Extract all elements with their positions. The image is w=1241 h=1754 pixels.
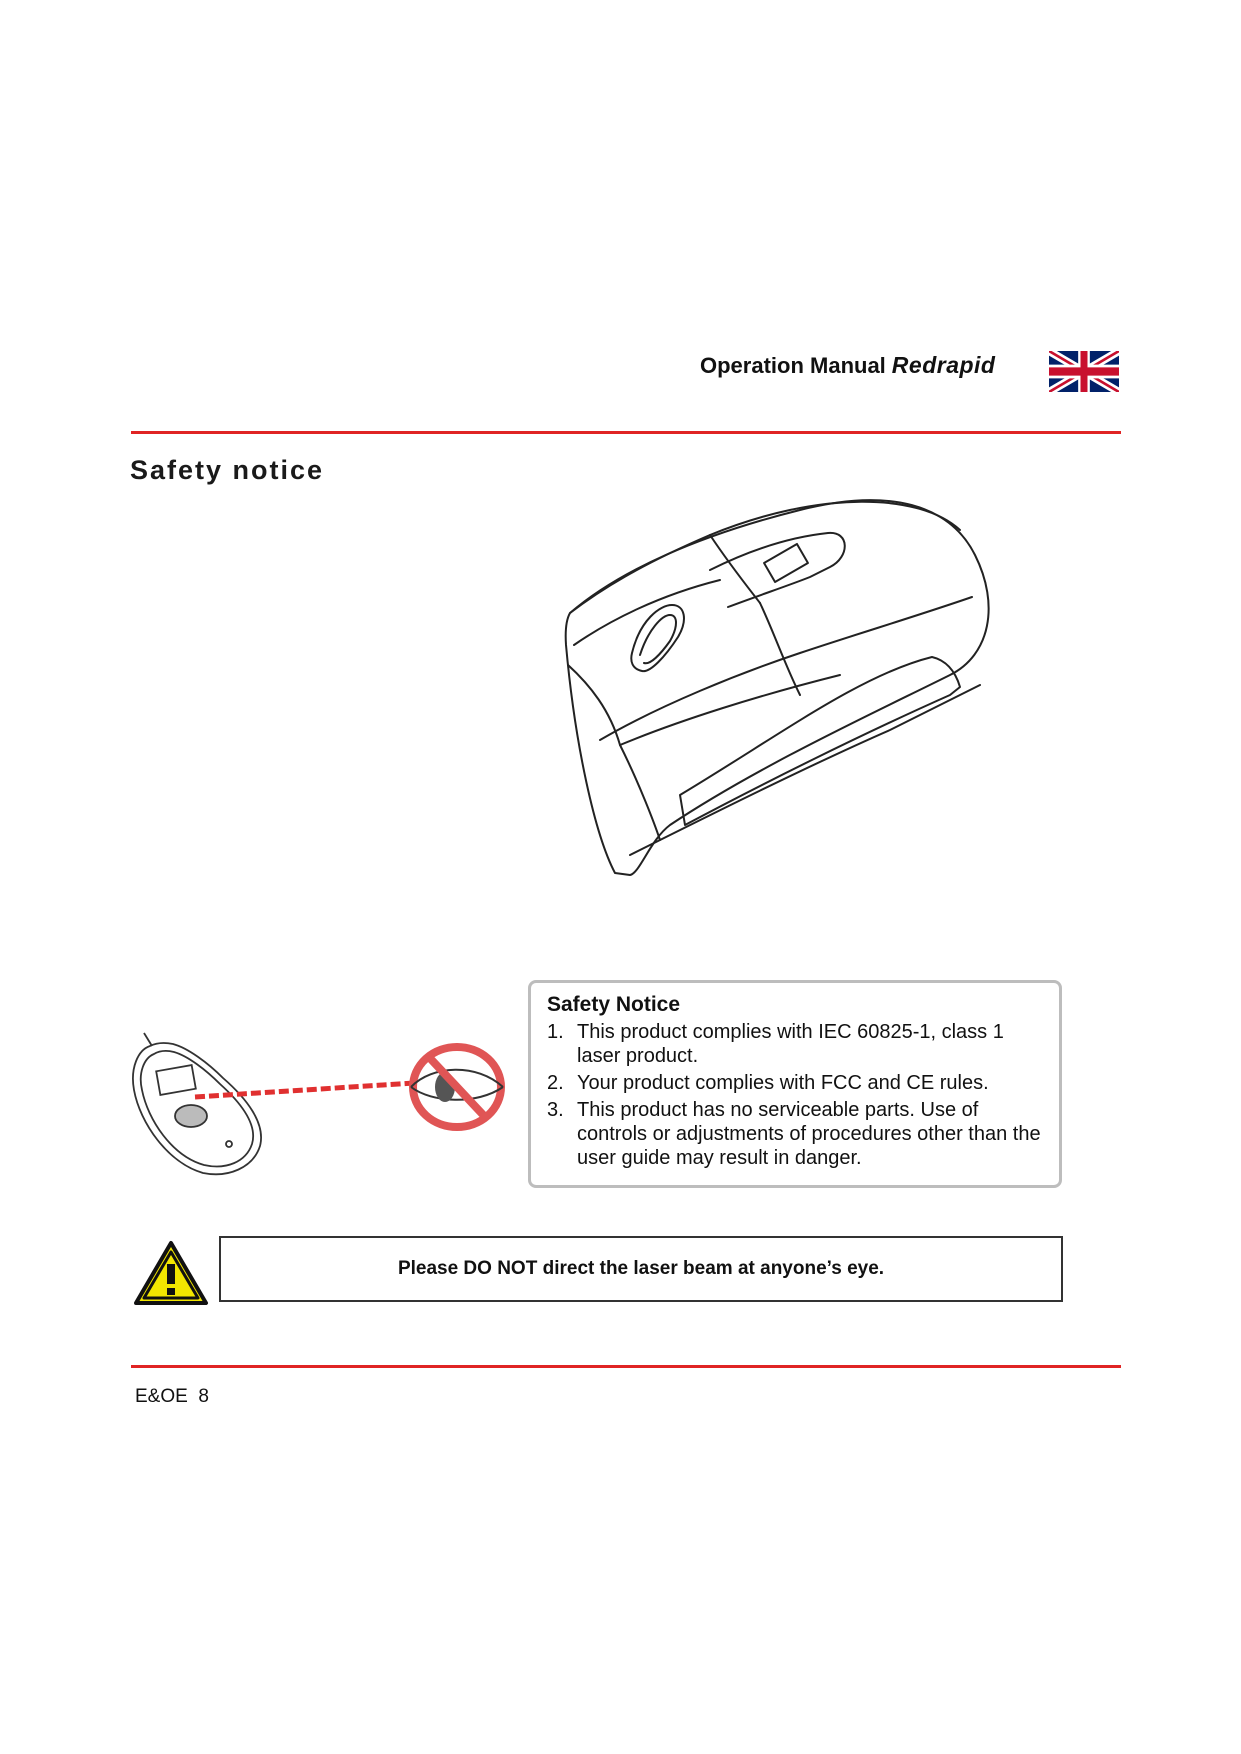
mouse-illustration	[560, 495, 1060, 885]
list-item-number: 3.	[547, 1099, 564, 1121]
list-item-number: 1.	[547, 1021, 564, 1043]
header-rule	[131, 431, 1121, 434]
safety-notice-box	[528, 980, 1062, 1188]
header-title	[700, 352, 995, 379]
warning-text: Please DO NOT direct the laser beam at anyone’s eye.	[397, 1258, 885, 1279]
list-item-text: This product complies with IEC 60825-1, class 1 laser product.	[577, 1021, 1004, 1067]
footer-text: E&OE 8	[135, 1386, 209, 1407]
footer-rule	[131, 1365, 1121, 1368]
safety-notice-title: Safety Notice	[547, 993, 681, 1016]
brand-name: Redrapid	[891, 352, 996, 378]
list-item-number: 2.	[547, 1072, 564, 1094]
uk-flag-icon	[1049, 351, 1119, 392]
list-item	[547, 1020, 1043, 1068]
list-item-text: This product has no serviceable parts. Use of controls or adjustments of procedures other than the user guide may result in danger.	[577, 1099, 1041, 1169]
list-item	[547, 1071, 1043, 1095]
warning-box	[219, 1236, 1063, 1302]
warning-triangle-icon	[133, 1240, 209, 1306]
section-title: Safety notice	[130, 455, 325, 485]
list-item-text: Your product complies with FCC and CE rules.	[577, 1072, 989, 1094]
manual-title: Operation Manual	[700, 353, 886, 378]
no-eye-icon	[407, 1043, 507, 1131]
safety-notice-list	[547, 1020, 1043, 1170]
list-item	[547, 1098, 1043, 1170]
